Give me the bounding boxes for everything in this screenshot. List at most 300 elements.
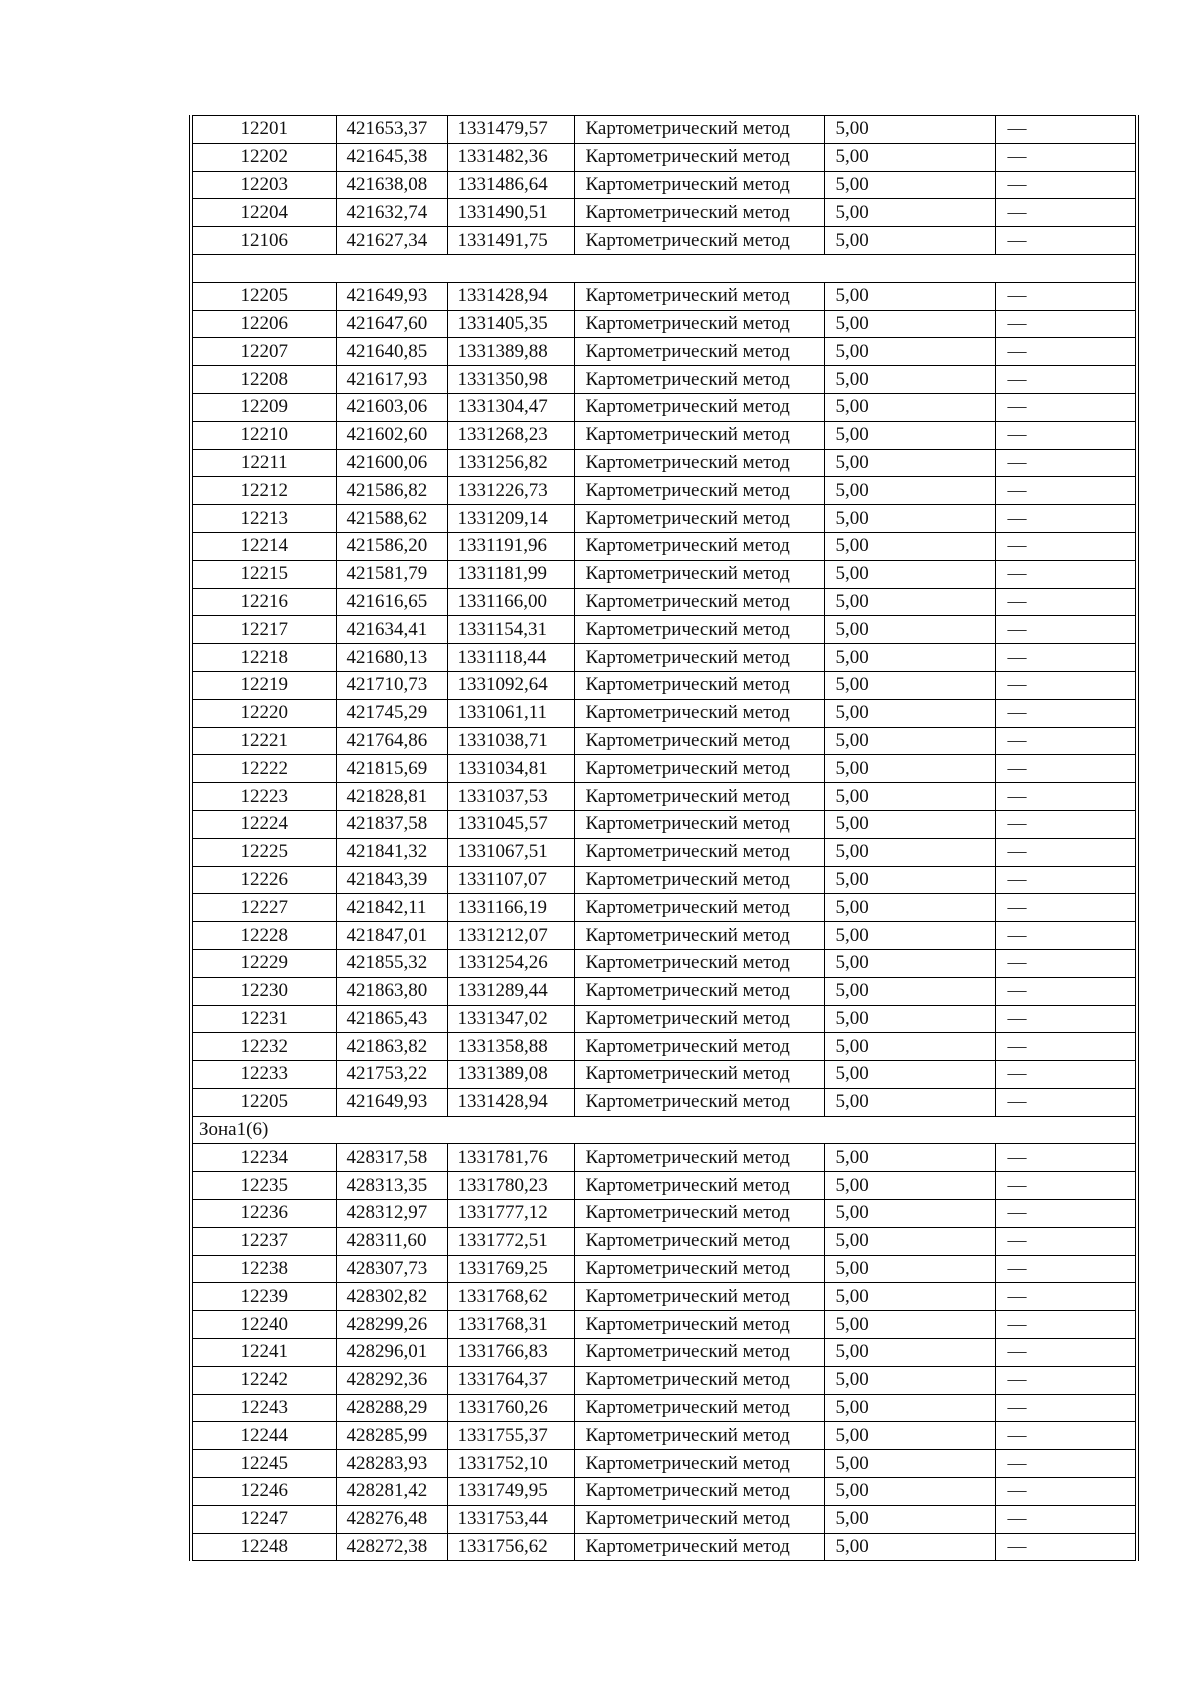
accuracy-cell: 5,00 — [824, 1422, 995, 1450]
table-row — [191, 199, 1137, 227]
table-row — [191, 1311, 1137, 1339]
table-row — [191, 477, 1137, 505]
y-coordinate-cell: 1331781,76 — [447, 1144, 574, 1172]
point-number-cell: 12205 — [191, 1088, 336, 1116]
point-number-cell: 12211 — [191, 449, 336, 477]
description-cell: — — [995, 366, 1137, 394]
point-number-cell: 12233 — [191, 1061, 336, 1089]
point-number-cell: 12244 — [191, 1422, 336, 1450]
description-cell: — — [995, 1088, 1137, 1116]
point-number-cell: 12207 — [191, 338, 336, 366]
description-cell: — — [995, 505, 1137, 533]
accuracy-cell: 5,00 — [824, 282, 995, 310]
point-number-cell: 12222 — [191, 755, 336, 783]
y-coordinate-cell: 1331347,02 — [447, 1005, 574, 1033]
y-coordinate-cell: 1331358,88 — [447, 1033, 574, 1061]
point-number-cell: 12227 — [191, 894, 336, 922]
y-coordinate-cell: 1331289,44 — [447, 977, 574, 1005]
accuracy-cell: 5,00 — [824, 838, 995, 866]
accuracy-cell: 5,00 — [824, 894, 995, 922]
x-coordinate-cell: 428296,01 — [336, 1339, 447, 1367]
table-row — [191, 282, 1137, 310]
point-number-cell: 12236 — [191, 1200, 336, 1228]
method-cell: Картометрический метод — [574, 1366, 824, 1394]
description-cell: — — [995, 421, 1137, 449]
y-coordinate-cell: 1331212,07 — [447, 922, 574, 950]
x-coordinate-cell: 428292,36 — [336, 1366, 447, 1394]
y-coordinate-cell: 1331107,07 — [447, 866, 574, 894]
accuracy-cell: 5,00 — [824, 393, 995, 421]
accuracy-cell: 5,00 — [824, 171, 995, 199]
table-row — [191, 644, 1137, 672]
accuracy-cell: 5,00 — [824, 1339, 995, 1367]
table-row — [191, 1394, 1137, 1422]
description-cell: — — [995, 282, 1137, 310]
method-cell: Картометрический метод — [574, 1227, 824, 1255]
method-cell: Картометрический метод — [574, 866, 824, 894]
accuracy-cell: 5,00 — [824, 1172, 995, 1200]
method-cell: Картометрический метод — [574, 1311, 824, 1339]
table-row — [191, 227, 1137, 255]
accuracy-cell: 5,00 — [824, 1255, 995, 1283]
point-number-cell: 12247 — [191, 1505, 336, 1533]
description-cell: — — [995, 477, 1137, 505]
accuracy-cell: 5,00 — [824, 977, 995, 1005]
section-row — [191, 1116, 1137, 1144]
x-coordinate-cell: 421645,38 — [336, 143, 447, 171]
method-cell: Картометрический метод — [574, 143, 824, 171]
method-cell: Картометрический метод — [574, 282, 824, 310]
description-cell: — — [995, 1339, 1137, 1367]
point-number-cell: 12230 — [191, 977, 336, 1005]
table-row — [191, 1478, 1137, 1506]
point-number-cell: 12205 — [191, 282, 336, 310]
method-cell: Картометрический метод — [574, 1450, 824, 1478]
table-row — [191, 699, 1137, 727]
y-coordinate-cell: 1331254,26 — [447, 949, 574, 977]
table-row — [191, 977, 1137, 1005]
description-cell: — — [995, 171, 1137, 199]
description-cell: — — [995, 894, 1137, 922]
point-number-cell: 12225 — [191, 838, 336, 866]
x-coordinate-cell: 428283,93 — [336, 1450, 447, 1478]
description-cell: — — [995, 449, 1137, 477]
y-coordinate-cell: 1331405,35 — [447, 310, 574, 338]
accuracy-cell: 5,00 — [824, 1533, 995, 1561]
section-row — [191, 254, 1137, 282]
description-cell: — — [995, 393, 1137, 421]
point-number-cell: 12224 — [191, 810, 336, 838]
y-coordinate-cell: 1331752,10 — [447, 1450, 574, 1478]
description-cell: — — [995, 755, 1137, 783]
x-coordinate-cell: 421863,80 — [336, 977, 447, 1005]
accuracy-cell: 5,00 — [824, 922, 995, 950]
point-number-cell: 12235 — [191, 1172, 336, 1200]
point-number-cell: 12208 — [191, 366, 336, 394]
method-cell: Картометрический метод — [574, 171, 824, 199]
point-number-cell: 12201 — [191, 116, 336, 144]
table-row — [191, 1339, 1137, 1367]
x-coordinate-cell: 428302,82 — [336, 1283, 447, 1311]
y-coordinate-cell: 1331486,64 — [447, 171, 574, 199]
method-cell: Картометрический метод — [574, 977, 824, 1005]
accuracy-cell: 5,00 — [824, 866, 995, 894]
method-cell: Картометрический метод — [574, 1200, 824, 1228]
y-coordinate-cell: 1331092,64 — [447, 671, 574, 699]
y-coordinate-cell: 1331490,51 — [447, 199, 574, 227]
table-row — [191, 560, 1137, 588]
x-coordinate-cell: 421649,93 — [336, 1088, 447, 1116]
point-number-cell: 12217 — [191, 616, 336, 644]
y-coordinate-cell: 1331768,31 — [447, 1311, 574, 1339]
method-cell: Картометрический метод — [574, 366, 824, 394]
point-number-cell: 12218 — [191, 644, 336, 672]
x-coordinate-cell: 421828,81 — [336, 783, 447, 811]
accuracy-cell: 5,00 — [824, 1061, 995, 1089]
description-cell: — — [995, 949, 1137, 977]
x-coordinate-cell: 421753,22 — [336, 1061, 447, 1089]
method-cell: Картометрический метод — [574, 560, 824, 588]
y-coordinate-cell: 1331760,26 — [447, 1394, 574, 1422]
point-number-cell: 12209 — [191, 393, 336, 421]
y-coordinate-cell: 1331482,36 — [447, 143, 574, 171]
accuracy-cell: 5,00 — [824, 616, 995, 644]
x-coordinate-cell: 421600,06 — [336, 449, 447, 477]
point-number-cell: 12240 — [191, 1311, 336, 1339]
x-coordinate-cell: 421640,85 — [336, 338, 447, 366]
x-coordinate-cell: 421638,08 — [336, 171, 447, 199]
x-coordinate-cell: 421581,79 — [336, 560, 447, 588]
accuracy-cell: 5,00 — [824, 1450, 995, 1478]
table-row — [191, 1533, 1137, 1561]
accuracy-cell: 5,00 — [824, 1366, 995, 1394]
description-cell: — — [995, 1005, 1137, 1033]
x-coordinate-cell: 421863,82 — [336, 1033, 447, 1061]
point-number-cell: 12231 — [191, 1005, 336, 1033]
table-row — [191, 143, 1137, 171]
accuracy-cell: 5,00 — [824, 1394, 995, 1422]
method-cell: Картометрический метод — [574, 1005, 824, 1033]
x-coordinate-cell: 421647,60 — [336, 310, 447, 338]
x-coordinate-cell: 421602,60 — [336, 421, 447, 449]
description-cell: — — [995, 1394, 1137, 1422]
method-cell: Картометрический метод — [574, 227, 824, 255]
accuracy-cell: 5,00 — [824, 560, 995, 588]
point-number-cell: 12245 — [191, 1450, 336, 1478]
method-cell: Картометрический метод — [574, 894, 824, 922]
point-number-cell: 12219 — [191, 671, 336, 699]
x-coordinate-cell: 421855,32 — [336, 949, 447, 977]
accuracy-cell: 5,00 — [824, 338, 995, 366]
table-row — [191, 894, 1137, 922]
x-coordinate-cell: 421865,43 — [336, 1005, 447, 1033]
description-cell: — — [995, 977, 1137, 1005]
y-coordinate-cell: 1331037,53 — [447, 783, 574, 811]
method-cell: Картометрический метод — [574, 671, 824, 699]
section-label: Зона1(6) — [191, 1116, 1137, 1144]
method-cell: Картометрический метод — [574, 755, 824, 783]
x-coordinate-cell: 428285,99 — [336, 1422, 447, 1450]
accuracy-cell: 5,00 — [824, 1144, 995, 1172]
description-cell: — — [995, 338, 1137, 366]
accuracy-cell: 5,00 — [824, 699, 995, 727]
x-coordinate-cell: 421632,74 — [336, 199, 447, 227]
description-cell: — — [995, 1533, 1137, 1561]
accuracy-cell: 5,00 — [824, 1033, 995, 1061]
table-row — [191, 949, 1137, 977]
y-coordinate-cell: 1331154,31 — [447, 616, 574, 644]
y-coordinate-cell: 1331755,37 — [447, 1422, 574, 1450]
description-cell: — — [995, 838, 1137, 866]
point-number-cell: 12214 — [191, 532, 336, 560]
table-row — [191, 449, 1137, 477]
description-cell: — — [995, 1227, 1137, 1255]
accuracy-cell: 5,00 — [824, 1227, 995, 1255]
method-cell: Картометрический метод — [574, 810, 824, 838]
method-cell: Картометрический метод — [574, 505, 824, 533]
method-cell: Картометрический метод — [574, 1422, 824, 1450]
method-cell: Картометрический метод — [574, 1533, 824, 1561]
y-coordinate-cell: 1331191,96 — [447, 532, 574, 560]
table-row — [191, 1255, 1137, 1283]
x-coordinate-cell: 421586,82 — [336, 477, 447, 505]
description-cell: — — [995, 783, 1137, 811]
table-row — [191, 1172, 1137, 1200]
table-row — [191, 1033, 1137, 1061]
table-row — [191, 171, 1137, 199]
x-coordinate-cell: 421764,86 — [336, 727, 447, 755]
table-row — [191, 810, 1137, 838]
method-cell: Картометрический метод — [574, 783, 824, 811]
method-cell: Картометрический метод — [574, 1339, 824, 1367]
x-coordinate-cell: 421603,06 — [336, 393, 447, 421]
description-cell: — — [995, 310, 1137, 338]
description-cell: — — [995, 616, 1137, 644]
point-number-cell: 12106 — [191, 227, 336, 255]
method-cell: Картометрический метод — [574, 1144, 824, 1172]
table-row — [191, 1005, 1137, 1033]
x-coordinate-cell: 421710,73 — [336, 671, 447, 699]
point-number-cell: 12215 — [191, 560, 336, 588]
accuracy-cell: 5,00 — [824, 532, 995, 560]
accuracy-cell: 5,00 — [824, 671, 995, 699]
y-coordinate-cell: 1331350,98 — [447, 366, 574, 394]
point-number-cell: 12232 — [191, 1033, 336, 1061]
x-coordinate-cell: 428276,48 — [336, 1505, 447, 1533]
table-row — [191, 922, 1137, 950]
point-number-cell: 12237 — [191, 1227, 336, 1255]
point-number-cell: 12243 — [191, 1394, 336, 1422]
method-cell: Картометрический метод — [574, 1172, 824, 1200]
x-coordinate-cell: 421847,01 — [336, 922, 447, 950]
y-coordinate-cell: 1331766,83 — [447, 1339, 574, 1367]
table-row — [191, 1227, 1137, 1255]
description-cell: — — [995, 1144, 1137, 1172]
method-cell: Картометрический метод — [574, 1283, 824, 1311]
description-cell: — — [995, 199, 1137, 227]
y-coordinate-cell: 1331769,25 — [447, 1255, 574, 1283]
method-cell: Картометрический метод — [574, 1478, 824, 1506]
point-number-cell: 12210 — [191, 421, 336, 449]
table-row — [191, 616, 1137, 644]
point-number-cell: 12239 — [191, 1283, 336, 1311]
method-cell: Картометрический метод — [574, 1505, 824, 1533]
x-coordinate-cell: 428299,26 — [336, 1311, 447, 1339]
table-row — [191, 1283, 1137, 1311]
description-cell: — — [995, 116, 1137, 144]
description-cell: — — [995, 1033, 1137, 1061]
accuracy-cell: 5,00 — [824, 116, 995, 144]
x-coordinate-cell: 421815,69 — [336, 755, 447, 783]
method-cell: Картометрический метод — [574, 116, 824, 144]
x-coordinate-cell: 428288,29 — [336, 1394, 447, 1422]
table-row — [191, 1505, 1137, 1533]
point-number-cell: 12241 — [191, 1339, 336, 1367]
method-cell: Картометрический метод — [574, 421, 824, 449]
x-coordinate-cell: 421653,37 — [336, 116, 447, 144]
y-coordinate-cell: 1331491,75 — [447, 227, 574, 255]
x-coordinate-cell: 428311,60 — [336, 1227, 447, 1255]
x-coordinate-cell: 421616,65 — [336, 588, 447, 616]
x-coordinate-cell: 428312,97 — [336, 1200, 447, 1228]
description-cell: — — [995, 1422, 1137, 1450]
method-cell: Картометрический метод — [574, 477, 824, 505]
y-coordinate-cell: 1331038,71 — [447, 727, 574, 755]
point-number-cell: 12204 — [191, 199, 336, 227]
description-cell: — — [995, 922, 1137, 950]
description-cell: — — [995, 810, 1137, 838]
method-cell: Картометрический метод — [574, 588, 824, 616]
method-cell: Картометрический метод — [574, 310, 824, 338]
method-cell: Картометрический метод — [574, 1255, 824, 1283]
table-row — [191, 838, 1137, 866]
method-cell: Картометрический метод — [574, 338, 824, 366]
y-coordinate-cell: 1331268,23 — [447, 421, 574, 449]
table-row — [191, 588, 1137, 616]
y-coordinate-cell: 1331181,99 — [447, 560, 574, 588]
point-number-cell: 12242 — [191, 1366, 336, 1394]
x-coordinate-cell: 421841,32 — [336, 838, 447, 866]
method-cell: Картометрический метод — [574, 616, 824, 644]
point-number-cell: 12203 — [191, 171, 336, 199]
table-row — [191, 310, 1137, 338]
point-number-cell: 12248 — [191, 1533, 336, 1561]
x-coordinate-cell: 421842,11 — [336, 894, 447, 922]
y-coordinate-cell: 1331304,47 — [447, 393, 574, 421]
point-number-cell: 12216 — [191, 588, 336, 616]
description-cell: — — [995, 1255, 1137, 1283]
point-number-cell: 12246 — [191, 1478, 336, 1506]
y-coordinate-cell: 1331118,44 — [447, 644, 574, 672]
description-cell: — — [995, 727, 1137, 755]
table-row — [191, 1200, 1137, 1228]
table-row — [191, 1366, 1137, 1394]
point-number-cell: 12221 — [191, 727, 336, 755]
point-number-cell: 12229 — [191, 949, 336, 977]
accuracy-cell: 5,00 — [824, 810, 995, 838]
x-coordinate-cell: 421586,20 — [336, 532, 447, 560]
accuracy-cell: 5,00 — [824, 421, 995, 449]
y-coordinate-cell: 1331753,44 — [447, 1505, 574, 1533]
accuracy-cell: 5,00 — [824, 727, 995, 755]
y-coordinate-cell: 1331764,37 — [447, 1366, 574, 1394]
y-coordinate-cell: 1331780,23 — [447, 1172, 574, 1200]
accuracy-cell: 5,00 — [824, 755, 995, 783]
description-cell: — — [995, 644, 1137, 672]
description-cell: — — [995, 1478, 1137, 1506]
section-label — [191, 254, 1137, 282]
table-row — [191, 1061, 1137, 1089]
method-cell: Картометрический метод — [574, 1394, 824, 1422]
point-number-cell: 12206 — [191, 310, 336, 338]
accuracy-cell: 5,00 — [824, 366, 995, 394]
x-coordinate-cell: 428307,73 — [336, 1255, 447, 1283]
method-cell: Картометрический метод — [574, 949, 824, 977]
table-row — [191, 1144, 1137, 1172]
accuracy-cell: 5,00 — [824, 227, 995, 255]
point-number-cell: 12238 — [191, 1255, 336, 1283]
method-cell: Картометрический метод — [574, 838, 824, 866]
point-number-cell: 12234 — [191, 1144, 336, 1172]
description-cell: — — [995, 1061, 1137, 1089]
method-cell: Картометрический метод — [574, 199, 824, 227]
table-row — [191, 1088, 1137, 1116]
accuracy-cell: 5,00 — [824, 199, 995, 227]
table-row — [191, 1450, 1137, 1478]
accuracy-cell: 5,00 — [824, 449, 995, 477]
point-number-cell: 12228 — [191, 922, 336, 950]
y-coordinate-cell: 1331045,57 — [447, 810, 574, 838]
accuracy-cell: 5,00 — [824, 588, 995, 616]
x-coordinate-cell: 421588,62 — [336, 505, 447, 533]
table-row — [191, 1422, 1137, 1450]
table-row — [191, 421, 1137, 449]
method-cell: Картометрический метод — [574, 1061, 824, 1089]
accuracy-cell: 5,00 — [824, 644, 995, 672]
y-coordinate-cell: 1331061,11 — [447, 699, 574, 727]
accuracy-cell: 5,00 — [824, 310, 995, 338]
y-coordinate-cell: 1331389,08 — [447, 1061, 574, 1089]
y-coordinate-cell: 1331067,51 — [447, 838, 574, 866]
point-number-cell: 12220 — [191, 699, 336, 727]
point-number-cell: 12202 — [191, 143, 336, 171]
accuracy-cell: 5,00 — [824, 1005, 995, 1033]
table-row — [191, 532, 1137, 560]
description-cell: — — [995, 532, 1137, 560]
x-coordinate-cell: 421745,29 — [336, 699, 447, 727]
table-row — [191, 671, 1137, 699]
accuracy-cell: 5,00 — [824, 783, 995, 811]
y-coordinate-cell: 1331756,62 — [447, 1533, 574, 1561]
x-coordinate-cell: 421627,34 — [336, 227, 447, 255]
y-coordinate-cell: 1331034,81 — [447, 755, 574, 783]
y-coordinate-cell: 1331777,12 — [447, 1200, 574, 1228]
accuracy-cell: 5,00 — [824, 143, 995, 171]
accuracy-cell: 5,00 — [824, 1311, 995, 1339]
method-cell: Картометрический метод — [574, 1033, 824, 1061]
accuracy-cell: 5,00 — [824, 1088, 995, 1116]
description-cell: — — [995, 560, 1137, 588]
description-cell: — — [995, 227, 1137, 255]
y-coordinate-cell: 1331428,94 — [447, 282, 574, 310]
table-row — [191, 393, 1137, 421]
method-cell: Картометрический метод — [574, 532, 824, 560]
accuracy-cell: 5,00 — [824, 1200, 995, 1228]
x-coordinate-cell: 428281,42 — [336, 1478, 447, 1506]
point-number-cell: 12213 — [191, 505, 336, 533]
method-cell: Картометрический метод — [574, 644, 824, 672]
point-number-cell: 12226 — [191, 866, 336, 894]
